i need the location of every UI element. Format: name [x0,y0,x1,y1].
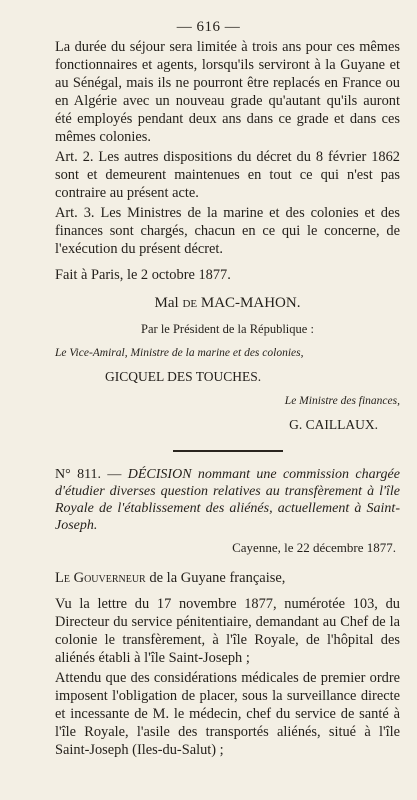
document-body [55,38,400,759]
paragraph-article-2: Art. 2. Les autres dispositions du décret du 8 février 1862 sont et demeurent maintenues en tout ce qui n'est pas contraire au présent acte. [55,149,400,201]
considerant-attendu: Attendu que des considérations médicales de premier ordre imposent l'obligation de placer, sous la surveillance directe et incessante de M. le médecin, chef du service de santé à l'île Royale, l'asile des transportés aliénés, situé à l'île Saint-Joseph (Iles-du-Salut) ; [55,670,400,758]
gouverneur-rest: de la Guyane française, [149,570,286,586]
mal-name: MAC-MAHON. [200,295,301,311]
decision-dash: — [107,467,122,482]
gouverneur-word: Gouverneur [73,570,146,586]
decision-number: N° 811. [55,467,102,482]
gouverneur-le: Le [55,570,70,586]
gouverneur-line [55,569,400,587]
page-number: — 616 — [176,19,241,35]
mal-abbrev: Mal [154,295,179,311]
decision-word: DÉCISION [127,467,192,482]
fait-a-paris: Fait à Paris, le 2 octobre 1877. [55,267,231,283]
paragraph-sejour: La durée du séjour sera limitée à trois ans pour ces mêmes fonctionnaires et agents, lorsqu'ils serviront à la Guyane et au Sénégal, mais ils ne pourront être replacés en France ou en Algérie avec un nouveau grade qu'autant qu'ils auront été employés pendant deux ans dans ce grade et dans ces mêmes colonies. [55,39,400,145]
decision-dateline: Cayenne, le 22 décembre 1877. [232,540,396,555]
ministre-finances-title: Le Ministre des finances, [284,395,400,407]
signature-caillaux: G. CAILLAUX. [289,417,378,432]
decision-heading [55,466,400,534]
signature-mac-mahon [55,294,400,312]
section-separator [173,450,283,452]
vice-amiral-title: Le Vice-Amiral, Ministre de la marine et des colonies, [55,347,304,359]
mal-de: de [182,295,198,311]
paragraph-article-3: Art. 3. Les Ministres de la marine et des colonies et des finances sont chargés, chacun en ce qui le concerne, de l'exécution du présent décret. [55,205,400,257]
decision-text: nommant une commission chargée d'étudier diverses question relatives au transfèrement à l'île Royale de l'établissement des aliénés, actuellement à Saint-Joseph. [55,467,400,533]
considerant-vu: Vu la lettre du 17 novembre 1877, numérotée 103, du Directeur du service pénitentiaire, demandant au Chef de la colonie le transfèrement, à l'île Royale, de l'hôpital des aliénés établi à l'île Saint-Joseph ; [55,596,400,666]
par-le-president: Par le Président de la République : [141,322,314,336]
signature-gicquel: GICQUEL DES TOUCHES. [105,369,262,384]
